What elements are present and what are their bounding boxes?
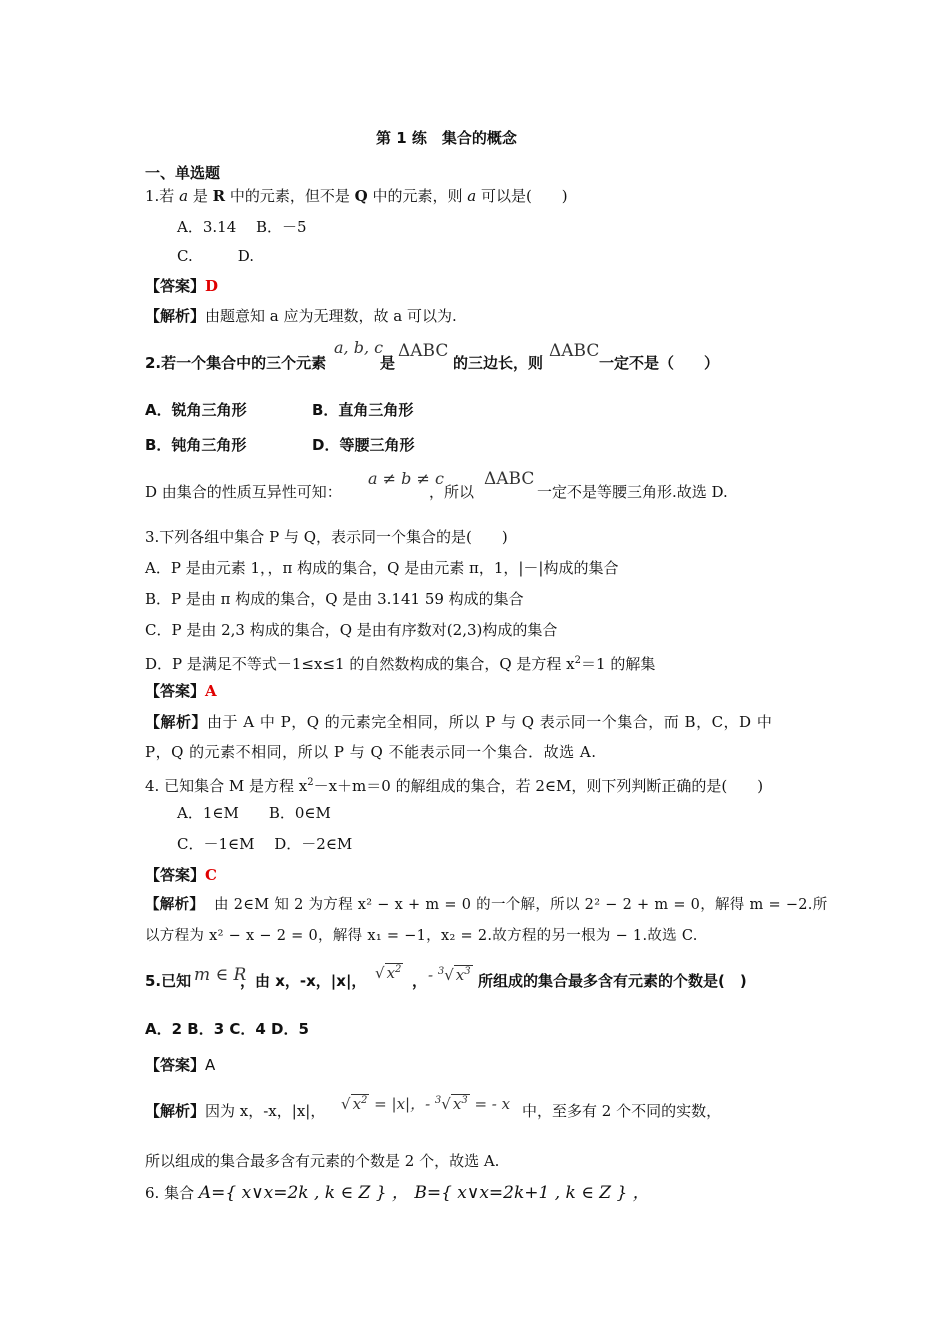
q2-math-abc: a, b, c — [334, 338, 384, 357]
q2-option-a: A．锐角三角形 — [145, 401, 247, 419]
q5-analysis-line2: 所以组成的集合最多含有元素的个数是 2 个，故选 A. — [145, 1152, 500, 1170]
q2-solution-math: a ≠ b ≠ c — [368, 469, 444, 488]
q5-stem-part4: 所组成的集合最多含有元素的个数是( ) — [478, 972, 747, 990]
q2-stem-part4: 一定不是（ ） — [599, 354, 720, 372]
q2-stem-part3: 的三边长，则 — [453, 354, 544, 372]
q5-analysis-line1: 【解析】因为 x，-x，|x|， — [145, 1102, 326, 1120]
q1-analysis: 【解析】由题意知 a 应为无理数，故 a 可以为. — [145, 307, 457, 325]
q4-options-row1: A．1∈M B．0∈M — [177, 804, 331, 822]
q3-analysis-line2: P，Q 的元素不相同，所以 P 与 Q 不能表示同一个集合．故选 A. — [145, 743, 597, 761]
q5-cbrt-x3: - $^3$√ $x^3$ — [428, 966, 471, 984]
q5-analysis-math: √ $x^2 = |x|$，- $^3$√ $x^3$ = - x — [341, 1095, 511, 1113]
q2-math-triangle2: ΔABC — [549, 341, 600, 361]
q2-solution-part2: ，所以 — [429, 483, 475, 501]
q1-options-row1: A．3.14 B．－5 — [177, 218, 307, 236]
q3-stem: 3.下列各组中集合 P 与 Q，表示同一个集合的是( ) — [145, 528, 508, 546]
q2-option-b2: B．钝角三角形 — [145, 436, 247, 454]
q3-answer: 【答案】A — [145, 682, 217, 700]
q5-stem-part2: ，由 x，-x，|x|， — [240, 972, 367, 990]
q5-analysis-tail: 中，至多有 2 个不同的实数， — [522, 1102, 722, 1120]
q5-sqrt-x2: √ $x^2$ — [375, 964, 402, 982]
q1-answer: 【答案】D — [145, 277, 219, 295]
q5-stem-part1: 5.已知 — [145, 972, 192, 990]
q2-math-triangle: ΔABC — [398, 341, 449, 361]
q4-options-row2: C．－1∈M D．－2∈M — [177, 835, 353, 853]
q5-answer: 【答案】A — [145, 1056, 216, 1074]
q4-stem: 4. 已知集合 M 是方程 $x^2-x+m=0$ 的解组成的集合，若 2∈M，则下列判断正确的是( ) — [145, 777, 764, 795]
q3-option-c: C．P 是由 2,3 构成的集合，Q 是由有序数对(2,3)构成的集合 — [145, 621, 558, 639]
q1-stem: 1.若 a 是 R 中的元素，但不是 Q 中的元素，则 a 可以是( ) — [145, 187, 568, 205]
q3-option-a: A．P 是由元素 1，，π 构成的集合，Q 是由元素 π，1，|－|构成的集合 — [145, 559, 619, 577]
q2-stem-part1: 2.若一个集合中的三个元素 — [145, 354, 327, 372]
q2-option-b1: B．直角三角形 — [312, 401, 414, 419]
q2-option-d: D．等腰三角形 — [312, 436, 415, 454]
q2-stem-part2: 是 — [380, 354, 396, 372]
q4-answer: 【答案】C — [145, 866, 217, 884]
q2-solution-part3: 一定不是等腰三角形.故选 D. — [537, 483, 728, 501]
q2-solution-triangle: ΔABC — [484, 469, 535, 489]
q3-option-b: B．P 是由 π 构成的集合，Q 是由 3.141 59 构成的集合 — [145, 590, 524, 608]
page-title: 第 1 练 集合的概念 — [376, 129, 517, 147]
q5-stem-part3: ， — [412, 972, 428, 990]
q6-stem: 6. 集合 A={ x∨x=2k , k ∈ Z } ， B={ x∨x=2k+1 , k ∈ Z } ， — [145, 1183, 650, 1203]
q4-analysis-line1: 【解析】 由 2∈M 知 2 为方程 x² − x + m = 0 的一个解，所以 2² − 2 + m = 0，解得 m = −2.所 — [145, 897, 828, 913]
q5-math-m: m ∈ R — [194, 965, 247, 985]
q1-options-row2: C. D. — [177, 247, 254, 265]
q3-analysis-line1: 【解析】由于 A 中 P，Q 的元素完全相同，所以 P 与 Q 表示同一个集合，而 B，C，D 中 — [145, 713, 773, 731]
q4-analysis-line2: 以方程为 x² − x − 2 = 0，解得 x₁ = −1，x₂ = 2.故方程的另一根为 − 1.故选 C. — [145, 928, 698, 944]
section-heading: 一、单选题 — [145, 164, 221, 182]
q5-options: A．2 B．3 C．4 D．5 — [145, 1020, 309, 1038]
q2-solution-part1: D 由集合的性质互异性可知： — [145, 483, 342, 501]
q3-option-d: D．P 是满足不等式－1≤x≤1 的自然数构成的集合，Q 是方程 $x^2=1$ 的解集 — [145, 655, 656, 673]
